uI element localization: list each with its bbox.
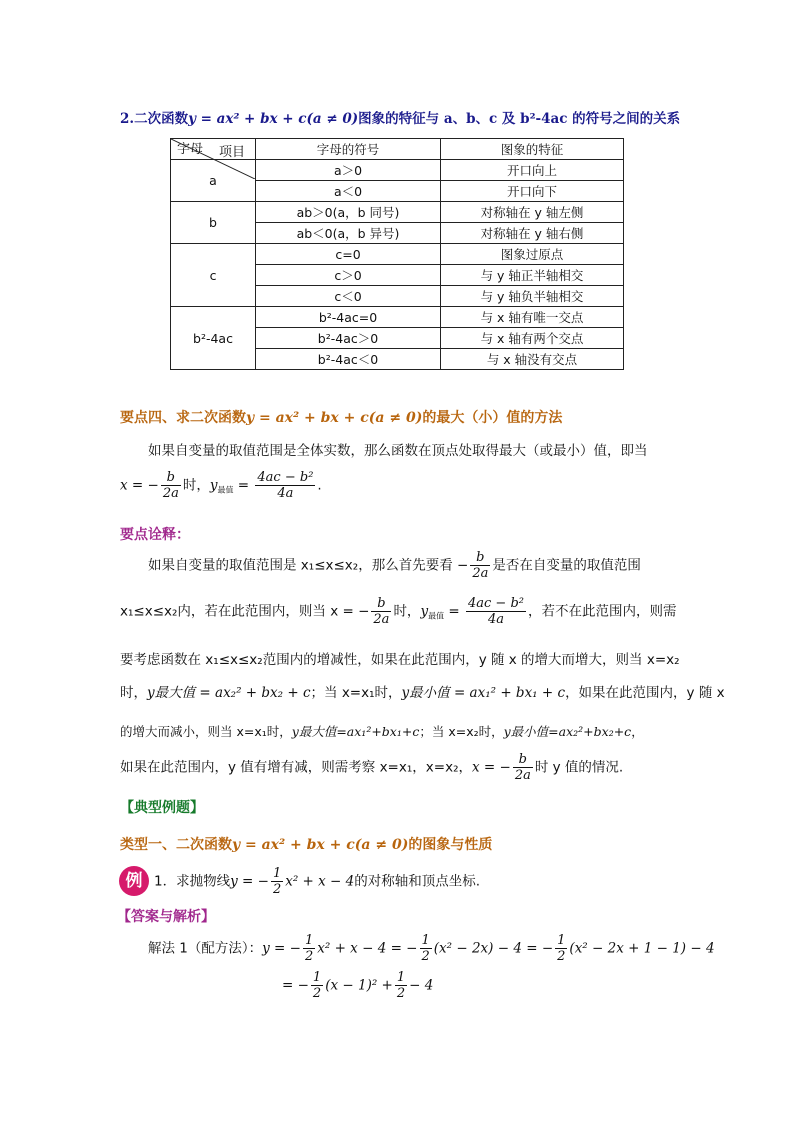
fraction-numerator: 1 [272, 866, 282, 881]
table-row [171, 244, 624, 265]
text-run: ， [631, 724, 644, 739]
feature-cell: 开口向下 [441, 181, 624, 202]
ymax-formula: y最大值=ax₁²+bx₁+c [291, 724, 420, 739]
section2-heading [120, 107, 680, 127]
fraction-b-2a [513, 752, 533, 783]
text-run: 时， [393, 603, 421, 620]
type1-formula: y = ax² + bx + c(a ≠ 0) [232, 837, 409, 853]
text-run: 如果自变量的取值范围是 x₁≤x≤x₂，那么首先要看 − [148, 557, 469, 574]
fraction-b-2a [470, 550, 490, 581]
text-run: ，如果在此范围内，y 随 x [565, 685, 725, 701]
fraction-vertex-y [255, 470, 315, 501]
ymin-formula: y最小值 = ax₁² + bx₁ + c [401, 685, 566, 701]
type1-heading [120, 834, 492, 854]
sign-cell: c＞0 [256, 265, 441, 286]
point4-heading [120, 407, 562, 427]
solution-label: 解法 1（配方法）： [148, 940, 263, 957]
examples-heading: 【典型例题】 [120, 800, 204, 816]
text-run: 时， [120, 685, 147, 701]
notes-line-3: 要考虑函数在 x₁≤x≤x₂范围内的增减性，如果在此范围内，y 随 x 的增大而增大，则当 x=x₂ [120, 652, 680, 668]
fraction-numerator: 4ac − b² [257, 470, 314, 485]
math-run: (x − 1)² + [325, 977, 393, 994]
ymin-formula: y最小值=ax₂²+bx₂+c [503, 724, 632, 739]
math-run: = − [282, 977, 309, 994]
text-run: ，若不在此范围内，则需 [527, 603, 677, 620]
notes-heading: 要点诠释： [120, 527, 190, 543]
section2-prefix: 2.二次函数 [120, 111, 189, 127]
sign-cell: b²-4ac＞0 [256, 328, 441, 349]
sign-cell: ab＞0(a，b 同号) [256, 202, 441, 223]
table-row [171, 202, 624, 223]
feature-cell: 与 y 轴正半轴相交 [441, 265, 624, 286]
letter-cell-a: a [171, 160, 256, 202]
equals-sign: = [233, 477, 254, 494]
fraction-vertex-y [466, 596, 526, 627]
fraction-numerator: b [513, 752, 533, 768]
text-run: ；当 x=x₂时， [419, 724, 504, 739]
polynomial: x² + x − 4 [285, 873, 355, 890]
ymax-formula: y最大值 = ax₂² + bx₂ + c [147, 685, 311, 701]
type1-suffix: 的图象与性质 [408, 837, 493, 853]
question-1 [154, 866, 480, 897]
fraction-b-2a [161, 470, 181, 501]
sign-cell: b²-4ac＜0 [256, 349, 441, 370]
letter-cell-c: c [171, 244, 256, 307]
fraction-numerator: 1 [304, 933, 314, 948]
sign-cell: a＜0 [256, 181, 441, 202]
feature-cell: 与 x 轴有两个交点 [441, 328, 624, 349]
feature-cell: 与 x 轴没有交点 [441, 349, 624, 370]
type1-prefix: 类型一、二次函数 [120, 837, 232, 853]
point4-formula: y = ax² + bx + c(a ≠ 0) [246, 410, 423, 426]
text-run: 时 y 值的情况. [534, 759, 624, 776]
point4-formula-line [120, 470, 322, 501]
sign-cell: ab＜0(a，b 异号) [256, 223, 441, 244]
feature-cell: 对称轴在 y 轴右侧 [441, 223, 624, 244]
fraction-denominator: 2a [514, 768, 531, 783]
fraction-denominator: 2a [373, 612, 390, 627]
text-run: 是否在自变量的取值范围 [492, 557, 641, 574]
section2-suffix: 图象的特征与 a、b、c 及 b²-4ac 的符号之间的关系 [358, 111, 681, 127]
fraction-numerator: 1 [312, 970, 322, 985]
table-row [171, 307, 624, 328]
fraction-denominator: 2 [272, 882, 282, 897]
table-header-row [171, 139, 624, 160]
text-run: 1．求抛物线 [154, 873, 231, 890]
sign-table [170, 138, 624, 370]
y-label: y [209, 477, 218, 494]
shi-text: 时， [182, 477, 210, 494]
fraction-b-2a [371, 596, 391, 627]
math-run: − 4 [409, 977, 434, 994]
solution-line-2 [282, 970, 433, 1001]
fraction-one-half [311, 970, 323, 1001]
feature-cell: 对称轴在 y 轴左侧 [441, 202, 624, 223]
letter-cell-discriminant: b²-4ac [171, 307, 256, 370]
math-run: (x² − 2x + 1 − 1) − 4 [569, 940, 715, 957]
point4-suffix: 的最大（小）值的方法 [422, 410, 563, 426]
column-header-feature: 图象的特征 [441, 139, 624, 160]
fraction-denominator: 4a [277, 486, 294, 501]
section2-formula: y = ax² + bx + c(a ≠ 0) [188, 111, 359, 127]
column-header-sign: 字母的符号 [256, 139, 441, 160]
example-badge-icon: 例 [119, 866, 149, 896]
sign-cell: b²-4ac=0 [256, 307, 441, 328]
table-corner-cell [171, 139, 256, 160]
feature-cell: 图象过原点 [441, 244, 624, 265]
notes-line-4 [120, 681, 725, 701]
fraction-denominator: 4a [487, 612, 504, 627]
text-run: x₁≤x≤x₂内，若在此范围内，则当 x = − [120, 603, 370, 620]
fraction-denominator: 2 [312, 986, 322, 1001]
fraction-denominator: 2 [421, 949, 430, 964]
fraction-numerator: 4ac − b² [467, 596, 524, 611]
sign-cell: a＞0 [256, 160, 441, 181]
sign-cell: c＜0 [256, 286, 441, 307]
sign-cell: c=0 [256, 244, 441, 265]
fraction-numerator: b [161, 470, 181, 486]
fraction-denominator: 2 [396, 986, 406, 1001]
letter-cell-b: b [171, 202, 256, 244]
y-subscript: 最值 [428, 611, 445, 621]
fraction-denominator: 2a [472, 566, 489, 581]
period: . [317, 477, 322, 494]
solution-line-1 [148, 933, 715, 964]
text-run: 如果在此范围内，y 值有增有减，则需考察 x=x₁，x=x₂， [120, 759, 472, 776]
y-label: y [420, 603, 429, 620]
math-run: (x² − 2x) − 4 = − [433, 940, 554, 957]
fraction-numerator: 1 [396, 970, 406, 985]
text-run: 的增大而减小，则当 x=x₁时， [120, 724, 292, 739]
fraction-one-half [271, 866, 283, 897]
text-run: ；当 x=x₁时， [310, 685, 402, 701]
math-run: y = − [262, 940, 301, 957]
notes-line-2 [120, 596, 676, 627]
fraction-numerator: 1 [421, 933, 430, 948]
y-expression: y = − [230, 873, 269, 890]
feature-cell: 与 x 轴有唯一交点 [441, 307, 624, 328]
fraction-denominator: 2 [557, 949, 566, 964]
x-expression: x = − [120, 477, 159, 494]
fraction-numerator: b [470, 550, 490, 566]
point4-paragraph: 如果自变量的取值范围是全体实数，那么函数在顶点处取得最大（或最小）值，即当 [148, 443, 648, 459]
fraction-one-half [303, 933, 315, 964]
answer-heading: 【答案与解析】 [117, 909, 215, 925]
fraction-one-half [555, 933, 567, 964]
fraction-denominator: 2a [162, 486, 179, 501]
corner-bottom-label: 字母 [177, 142, 204, 157]
corner-top-label: 项目 [218, 145, 245, 160]
math-run: x² + x − 4 = − [317, 940, 418, 957]
feature-cell: 开口向上 [441, 160, 624, 181]
fraction-one-half [395, 970, 407, 1001]
text-run: 的对称轴和顶点坐标. [354, 873, 481, 890]
notes-line-1 [148, 550, 641, 581]
y-subscript: 最值 [217, 485, 234, 495]
fraction-denominator: 2 [304, 949, 314, 964]
fraction-numerator: b [371, 596, 391, 612]
fraction-one-half [420, 933, 432, 964]
notes-line-5 [120, 722, 644, 740]
point4-prefix: 要点四、求二次函数 [120, 410, 246, 426]
x-expression: x = − [471, 759, 511, 776]
notes-line-6 [120, 752, 623, 783]
equals-sign: = [444, 603, 464, 620]
fraction-numerator: 1 [557, 933, 566, 948]
feature-cell: 与 y 轴负半轴相交 [441, 286, 624, 307]
